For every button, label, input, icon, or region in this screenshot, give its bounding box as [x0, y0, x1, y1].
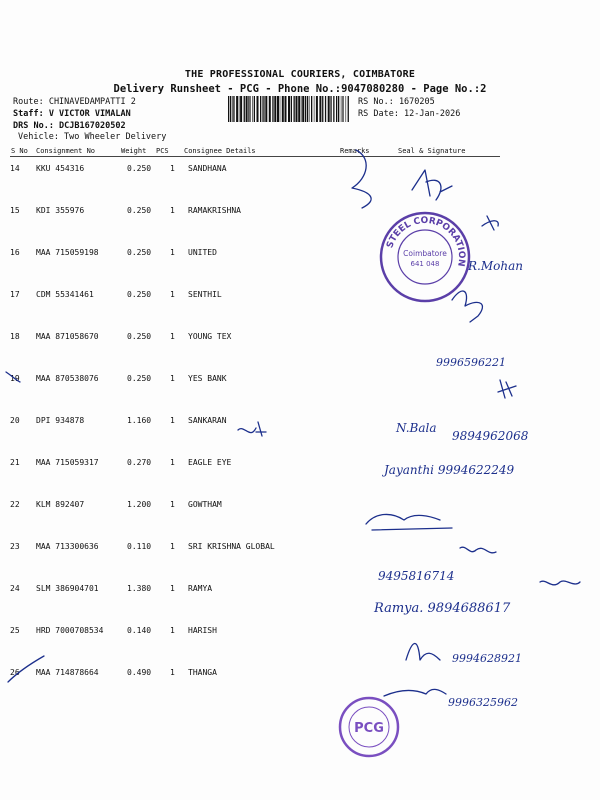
- cell-consignee: RAMAKRISHNA: [188, 206, 241, 215]
- cell-consignee: RAMYA: [188, 584, 213, 593]
- cell-weight: 1.380: [127, 584, 152, 593]
- check-mark-26: [8, 656, 44, 682]
- cell-weight: 0.490: [127, 668, 152, 677]
- cell-pcs: 1: [170, 290, 175, 299]
- remark-scribble-14: [352, 150, 371, 208]
- handwriting-r18: 9996596221: [436, 356, 506, 369]
- cell-consignee: UNITED: [188, 248, 217, 257]
- cell-pcs: 1: [170, 332, 175, 341]
- cell-weight: 0.110: [127, 542, 152, 551]
- cell-weight: 0.140: [127, 626, 152, 635]
- cell-sno: 26: [10, 668, 20, 677]
- cell-weight: 0.250: [127, 248, 152, 257]
- cell-pcs: 1: [170, 542, 175, 551]
- pcg-stamp: [338, 696, 400, 758]
- company-stamp: [378, 210, 472, 304]
- handwriting-r21: Jayanthi 9994622249: [384, 463, 515, 477]
- cell-consignee: GOWTHAM: [188, 500, 222, 509]
- pcg-stamp-text: PCG: [354, 721, 384, 736]
- drs-number: DRS No.: DCJB167020502: [13, 121, 126, 131]
- cell-sno: 20: [10, 416, 20, 425]
- cell-pcs: 1: [170, 500, 175, 509]
- cell-pcs: 1: [170, 206, 175, 215]
- signature-23b: [460, 547, 496, 553]
- col-sno: S No: [11, 147, 28, 155]
- handwriting-r24: Ramya. 9894688617: [374, 601, 511, 616]
- cell-pcs: 1: [170, 416, 175, 425]
- rs-number: RS No.: 1670205: [358, 97, 435, 107]
- cell-pcs: 1: [170, 584, 175, 593]
- cell-consignment: CDM 55341461: [36, 290, 94, 299]
- col-consignee: Consignee Details: [184, 147, 256, 155]
- cell-sno: 14: [10, 164, 20, 173]
- cell-sno: 23: [10, 542, 20, 551]
- cell-consignment: SLM 386904701: [36, 584, 99, 593]
- col-seal-signature: Seal & Signature: [398, 147, 466, 155]
- col-consignment: Consignment No: [36, 147, 96, 155]
- cell-consignment: MAA 715059317: [36, 458, 99, 467]
- cell-consignee: THANGA: [188, 668, 217, 677]
- cell-pcs: 1: [170, 626, 175, 635]
- stamp-ring-text: STEEL CORPORATION: [385, 215, 467, 268]
- handwriting-r20a: N.Bala: [396, 421, 437, 435]
- cell-weight: 1.200: [127, 500, 152, 509]
- remark-scribble-20: [238, 422, 266, 436]
- cell-consignment: KDI 355976: [36, 206, 85, 215]
- signature-15-mark: [482, 216, 498, 230]
- handwriting-r25: 9994628921: [452, 652, 522, 665]
- cell-consignment: MAA 870538076: [36, 374, 99, 383]
- signature-23: [366, 514, 452, 530]
- handwriting-r23: 9495816714: [378, 569, 455, 583]
- cell-consignment: KLM 892407: [36, 500, 85, 509]
- vehicle-label: Vehicle: Two Wheeler Delivery: [18, 132, 167, 142]
- cell-pcs: 1: [170, 668, 175, 677]
- cell-consignee: EAGLE EYE: [188, 458, 232, 467]
- cell-consignee: SANDHANA: [188, 164, 227, 173]
- cell-consignment: MAA 714878664: [36, 668, 99, 677]
- col-pcs: PCS: [156, 147, 169, 155]
- cell-weight: 0.250: [127, 290, 152, 299]
- cell-consignee: SANKARAN: [188, 416, 227, 425]
- cell-consignee: HARISH: [188, 626, 217, 635]
- cell-weight: 0.250: [127, 164, 152, 173]
- signature-26: [384, 689, 446, 696]
- cell-consignee: SRI KRISHNA GLOBAL: [188, 542, 275, 551]
- handwriting-r15: R.Mohan: [468, 259, 523, 273]
- cell-sno: 17: [10, 290, 20, 299]
- cell-consignment: DPI 934878: [36, 416, 85, 425]
- staff-label: Staff: V VICTOR VIMALAN: [13, 109, 131, 119]
- handwriting-r26: 9996325962: [448, 696, 518, 709]
- cell-sno: 22: [10, 500, 20, 509]
- signature-14: [412, 170, 452, 200]
- cell-pcs: 1: [170, 164, 175, 173]
- stamp-city: Coimbatore: [403, 249, 447, 258]
- company-title: THE PROFESSIONAL COURIERS, COIMBATORE: [184, 69, 416, 80]
- cell-consignment: HRD 7000708534: [36, 626, 104, 635]
- cell-pcs: 1: [170, 458, 175, 467]
- cell-sno: 24: [10, 584, 20, 593]
- cell-sno: 21: [10, 458, 20, 467]
- cell-consignment: KKU 454316: [36, 164, 85, 173]
- cell-sno: 18: [10, 332, 20, 341]
- cell-weight: 0.250: [127, 332, 152, 341]
- signature-20-initials: [498, 380, 516, 398]
- cell-sno: 16: [10, 248, 20, 257]
- cell-weight: 0.250: [127, 374, 152, 383]
- cell-consignment: MAA 871058670: [36, 332, 99, 341]
- runsheet-subtitle: Delivery Runsheet - PCG - Phone No.:9047080280 - Page No.:2: [113, 83, 487, 95]
- handwriting-r20b: 9894962068: [452, 429, 529, 443]
- signature-24-extra: [540, 581, 580, 585]
- cell-sno: 19: [10, 374, 20, 383]
- cell-weight: 0.250: [127, 206, 152, 215]
- cell-consignee: YES BANK: [188, 374, 227, 383]
- cell-pcs: 1: [170, 248, 175, 257]
- cell-weight: 0.270: [127, 458, 152, 467]
- cell-sno: 15: [10, 206, 20, 215]
- cell-consignment: MAA 715059198: [36, 248, 99, 257]
- stamp-pin: 641 048: [410, 260, 440, 268]
- cell-consignee: SENTHIL: [188, 290, 222, 299]
- col-weight: Weight: [121, 147, 147, 155]
- route-label: Route: CHINAVEDAMPATTI 2: [13, 97, 136, 107]
- signature-25: [406, 643, 440, 660]
- rs-date: RS Date: 12-Jan-2026: [358, 109, 461, 119]
- col-remarks: Remarks: [340, 147, 370, 155]
- cell-consignment: MAA 713300636: [36, 542, 99, 551]
- cell-sno: 25: [10, 626, 20, 635]
- check-mark-19: [6, 372, 20, 382]
- cell-consignee: YOUNG TEX: [188, 332, 232, 341]
- cell-weight: 1.160: [127, 416, 152, 425]
- cell-pcs: 1: [170, 374, 175, 383]
